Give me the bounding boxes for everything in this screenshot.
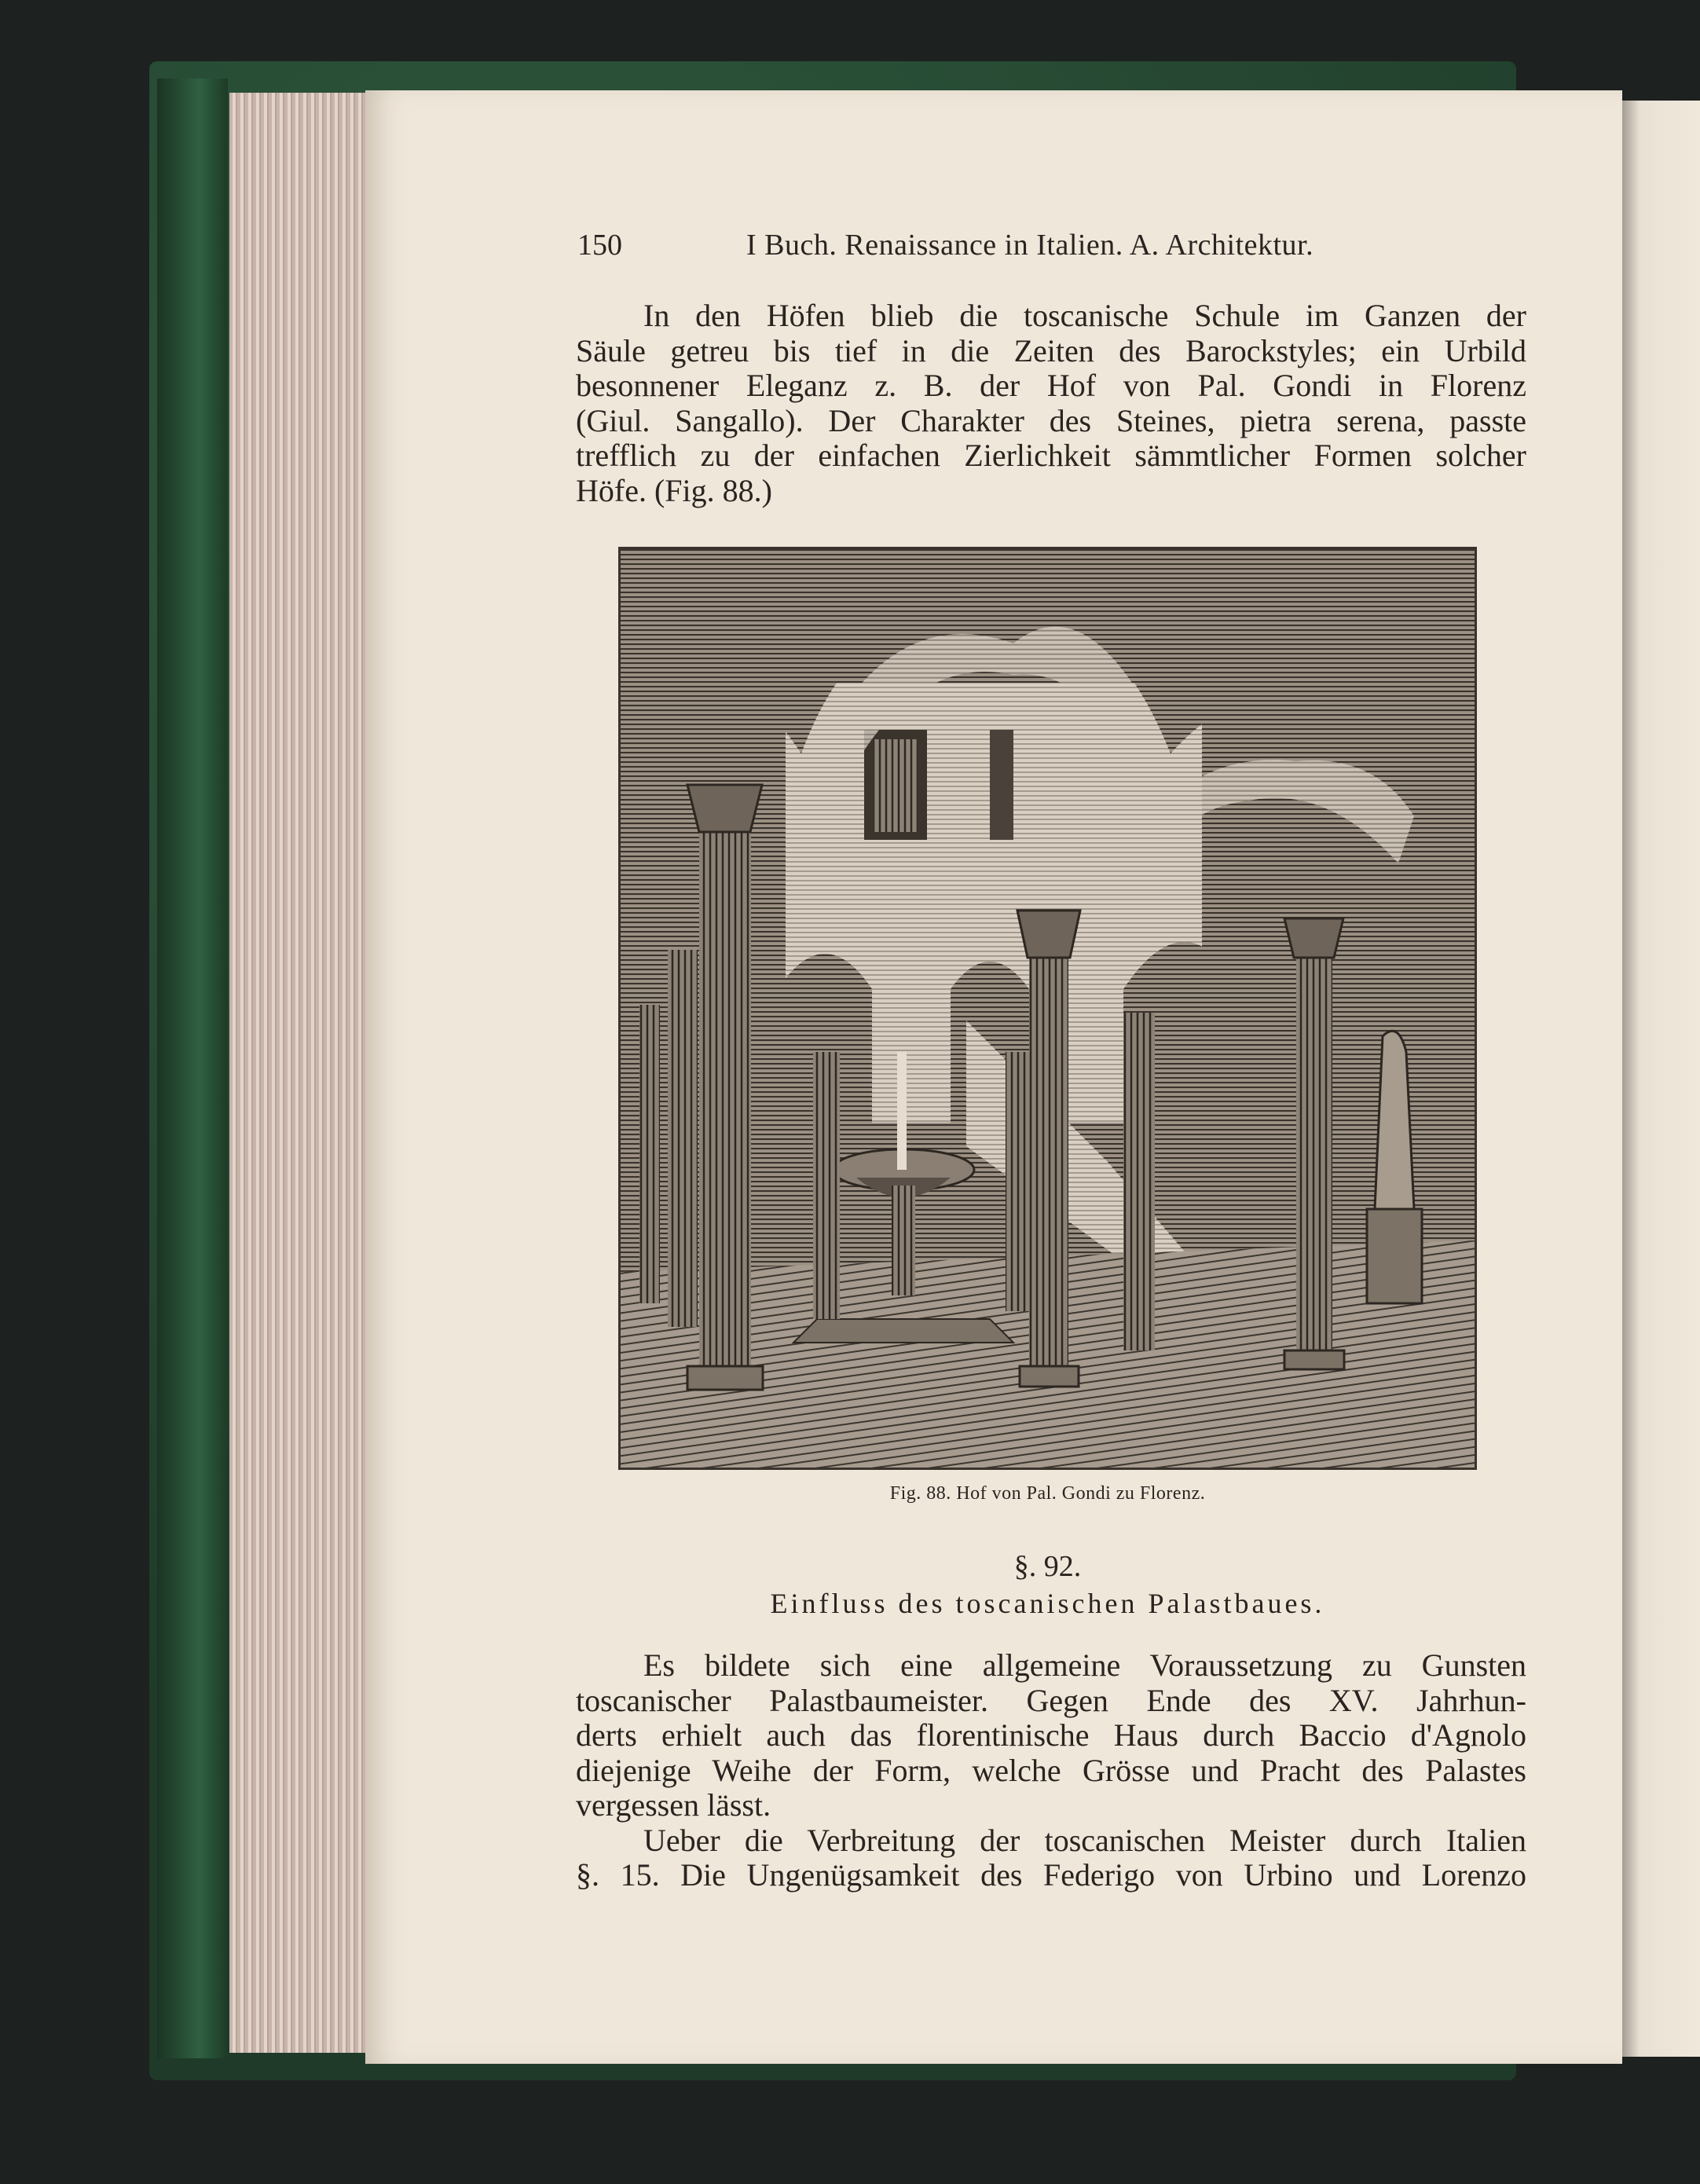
book-spine-edge bbox=[157, 79, 228, 2058]
section-title: Einfluss des toscanischen Palastbaues. bbox=[770, 1588, 1325, 1619]
text-line: In den Höfen blieb die toscanische Schule im Ganzen der bbox=[643, 298, 1526, 333]
page-edges bbox=[229, 93, 367, 2053]
figure-caption: Fig. 88. Hof von Pal. Gondi zu Florenz. bbox=[889, 1483, 1206, 1504]
text-line: trefflich zu der einfachen Zierlichkeit sämmtlicher Formen solcher bbox=[576, 438, 1526, 473]
text-line: Höfe. (Fig. 88.) bbox=[576, 472, 772, 508]
text-line: diejenige Weihe der Form, welche Grösse und Pracht des Palastes bbox=[576, 1752, 1526, 1788]
text-line: §. 15. Die Ungenügsamkeit des Federigo von Urbino und Lorenzo bbox=[576, 1857, 1526, 1893]
text-line: vergessen lässt. bbox=[576, 1787, 771, 1823]
text-line: Ueber die Verbreitung der toscanischen Meister durch Italien bbox=[643, 1822, 1526, 1858]
paragraph-influence bbox=[576, 1648, 1526, 1893]
engraving-courtyard-palazzo-gondi bbox=[618, 547, 1477, 1470]
paragraph-courtyards bbox=[576, 299, 1526, 508]
text-line: besonnener Eleganz z. B. der Hof von Pal. Gondi in Florenz bbox=[576, 368, 1526, 403]
text-line: toscanischer Palastbaumeister. Gegen Ende des XV. Jahrhun- bbox=[576, 1682, 1526, 1718]
courtyard-illustration bbox=[621, 549, 1475, 1468]
text-line: derts erhielt auch das florentinische Haus durch Baccio d'Agnolo bbox=[576, 1717, 1526, 1753]
text-line: Säule getreu bis tief in die Zeiten des Barockstyles; ein Urbild bbox=[576, 332, 1526, 368]
text-line: (Giul. Sangallo). Der Charakter des Steines, pietra serena, passte bbox=[576, 402, 1526, 438]
section-number: §. 92. bbox=[1013, 1550, 1082, 1583]
page-number: 150 bbox=[577, 229, 622, 262]
running-title: I Buch. Renaissance in Italien. A. Architektur. bbox=[746, 229, 1314, 262]
text-line: Es bildete sich eine allgemeine Voraussetzung zu Gunsten bbox=[643, 1647, 1526, 1683]
facing-page-edge bbox=[1620, 101, 1700, 2057]
